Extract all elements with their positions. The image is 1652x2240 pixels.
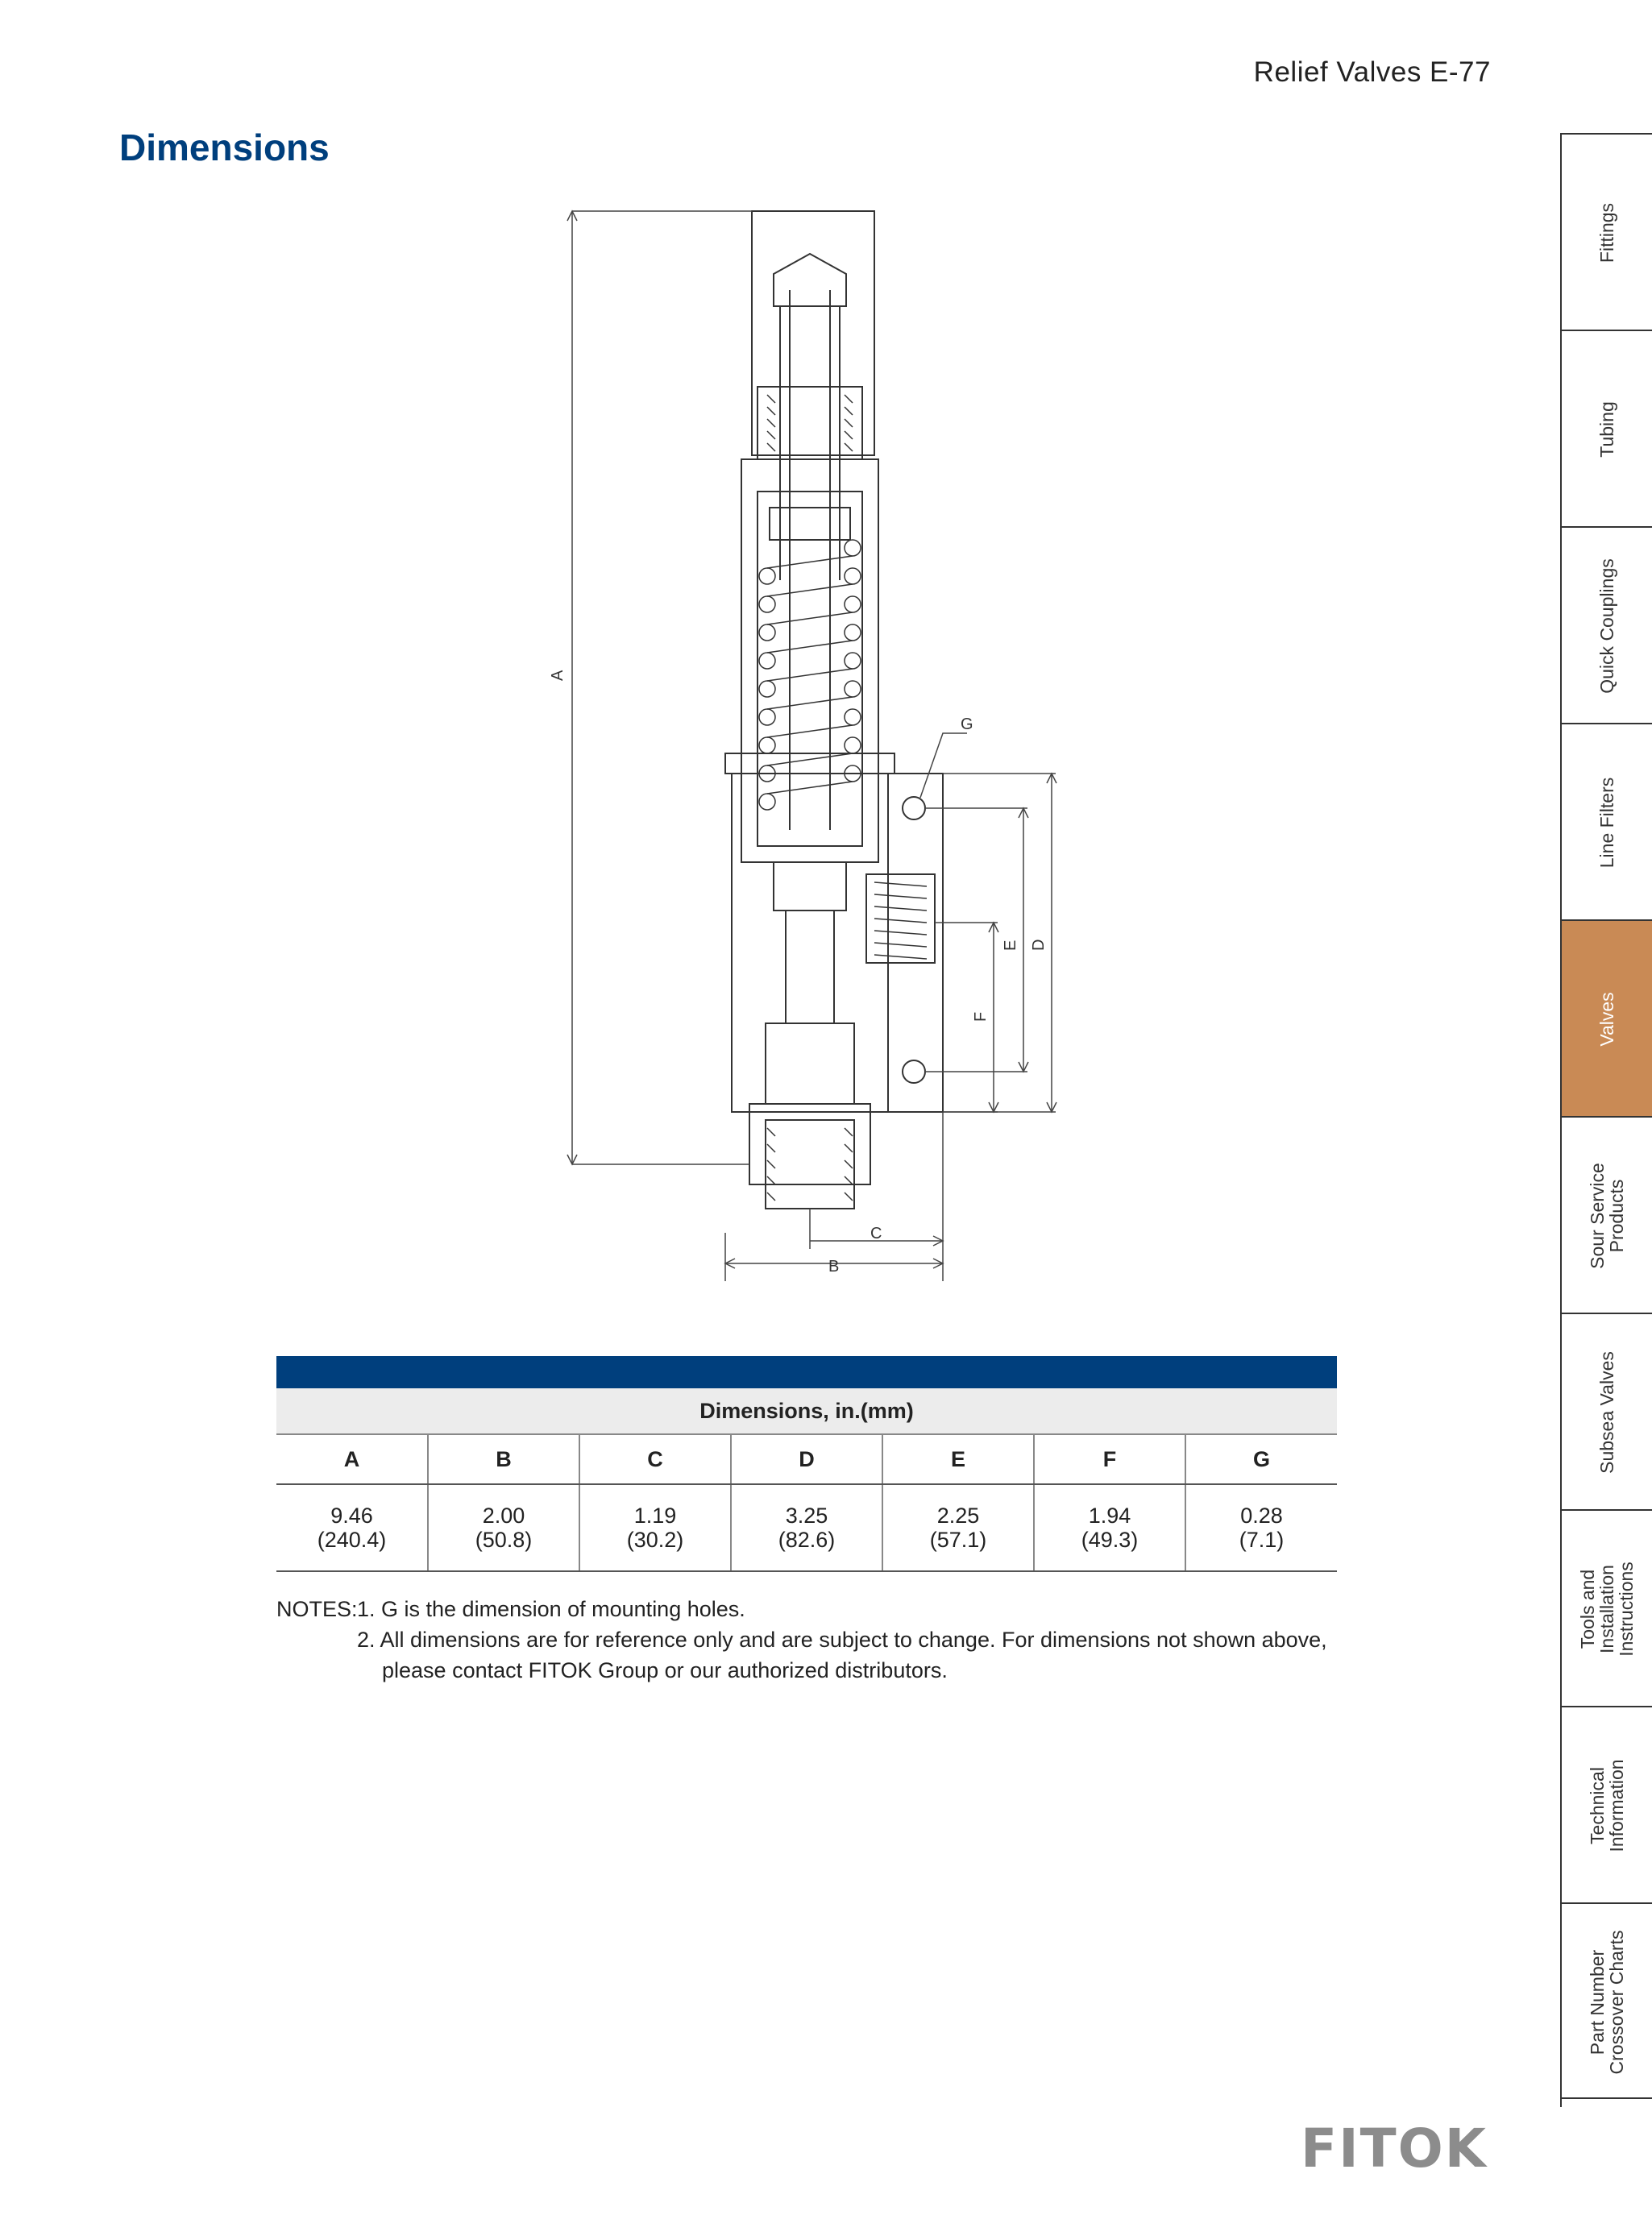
note-2-continuation: please contact FITOK Group or our authorized distributors. [382, 1658, 948, 1682]
tab-label: Fittings [1596, 202, 1617, 263]
notes-section [276, 1594, 1327, 1686]
column-header: G [1185, 1435, 1337, 1484]
table-cell [579, 1484, 731, 1571]
dimension-label-b: B [828, 1258, 840, 1276]
dimension-label-c: C [870, 1225, 882, 1242]
value-mm: (240.4) [317, 1528, 387, 1552]
tab-fittings[interactable] [1562, 133, 1652, 330]
table-cell [428, 1484, 579, 1571]
value-inches: 1.94 [1088, 1504, 1131, 1528]
table-cell [276, 1484, 428, 1571]
value-mm: (7.1) [1239, 1528, 1285, 1552]
table-cell [882, 1484, 1034, 1571]
column-header: D [731, 1435, 882, 1484]
tab-label: Subsea Valves [1596, 1351, 1617, 1474]
value-mm: (50.8) [475, 1528, 533, 1552]
table-caption: Dimensions, in.(mm) [276, 1388, 1337, 1435]
note-line-1 [276, 1594, 1327, 1624]
table-header-row [276, 1435, 1337, 1484]
value-mm: (49.3) [1081, 1528, 1139, 1552]
dimension-label-d: D [1030, 939, 1048, 951]
section-title: Dimensions [119, 127, 330, 168]
note-2-text: 2. All dimensions are for reference only and are subject to change. For dimensions not shown above, [357, 1628, 1327, 1652]
value-mm: (30.2) [626, 1528, 684, 1552]
dimension-label-a: A [549, 670, 567, 681]
table-cell [1034, 1484, 1185, 1571]
value-inches: 3.25 [785, 1504, 828, 1528]
tab-part-number-crossover[interactable] [1562, 1902, 1652, 2099]
side-tab-bar [1560, 133, 1652, 2107]
tab-quick-couplings[interactable] [1562, 526, 1652, 723]
value-inches: 0.28 [1240, 1504, 1283, 1528]
value-inches: 2.00 [482, 1504, 525, 1528]
page-header-title: Relief Valves E-77 [1253, 56, 1491, 88]
notes-prefix: NOTES: [276, 1597, 358, 1621]
column-header: E [882, 1435, 1034, 1484]
note-1-text: 1. G is the dimension of mounting holes. [357, 1597, 745, 1621]
table-header-band [276, 1356, 1337, 1388]
column-header: C [579, 1435, 731, 1484]
dimension-label-e: E [1002, 940, 1019, 951]
tab-label: Sour Service Products [1587, 1163, 1627, 1269]
table-row [276, 1484, 1337, 1571]
tab-line-filters[interactable] [1562, 723, 1652, 919]
tab-label: Part Number Crossover Charts [1587, 1930, 1627, 2075]
relief-valve-dimension-drawing [549, 201, 1072, 1289]
tab-label: Quick Couplings [1596, 558, 1617, 694]
column-header: B [428, 1435, 579, 1484]
column-header: A [276, 1435, 428, 1484]
tab-label: Tubing [1596, 401, 1617, 458]
tab-label: Valves [1596, 992, 1617, 1047]
value-inches: 1.19 [633, 1504, 677, 1528]
tab-technical-information[interactable] [1562, 1706, 1652, 1902]
value-mm: (57.1) [929, 1528, 987, 1552]
dimension-label-f: F [972, 1011, 990, 1022]
fitok-logo: FITOK [1301, 2118, 1488, 2180]
value-inches: 2.25 [936, 1504, 980, 1528]
tab-sour-service-products[interactable] [1562, 1116, 1652, 1313]
table-cell [731, 1484, 882, 1571]
tab-tools-installation[interactable] [1562, 1509, 1652, 1706]
value-inches: 9.46 [330, 1504, 373, 1528]
tab-label: Line Filters [1596, 777, 1617, 869]
tab-subsea-valves[interactable] [1562, 1313, 1652, 1509]
table-cell [1185, 1484, 1337, 1571]
tab-tubing[interactable] [1562, 330, 1652, 526]
dimension-label-g: G [961, 716, 973, 733]
tab-label: Technical Information [1587, 1759, 1627, 1852]
value-mm: (82.6) [778, 1528, 836, 1552]
tab-label: Tools and Installation Instructions [1577, 1562, 1637, 1657]
column-header: F [1034, 1435, 1185, 1484]
tab-valves[interactable] [1562, 919, 1652, 1116]
dimensions-table [276, 1356, 1337, 1572]
